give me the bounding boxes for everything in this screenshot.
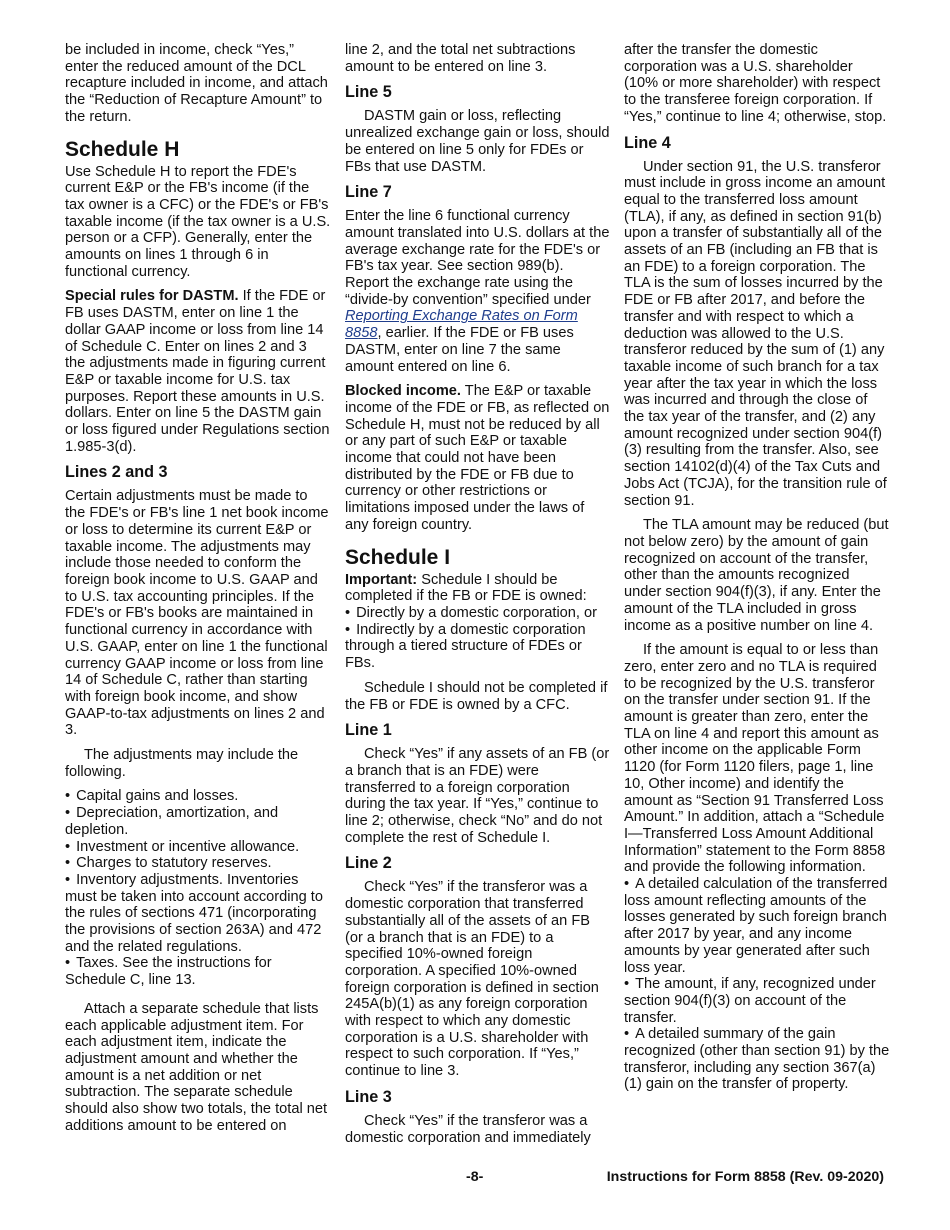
- schedule-i-heading: Schedule I: [345, 545, 451, 569]
- column-1: [65, 42, 331, 1142]
- bullet-icon: •: [345, 604, 351, 621]
- bullet-icon: •: [345, 621, 351, 638]
- schedule-h-paragraph: Use Schedule H to report the FDE's current E&P or the FB's income (if the tax owner is a CFC) or the FDE's or FB's taxable income (if the tax owner is a U.S. person or a CFP). Generally, enter the amounts on lines 1 through 6 in functional currency.: [65, 163, 331, 280]
- list-item: • A detailed calculation of the transferred loss amount reflecting amounts of the losses generated by such foreign branch after 2017 by year, and any income amounts by year generated after such loss year.: [624, 876, 888, 976]
- list-item: • Investment or incentive allowance.: [65, 838, 300, 855]
- line-4-paragraph: Under section 91, the U.S. transferor must include in gross income an amount equal to the transferred loss amount (TLA), if any, as defined in section 91(b) upon a transfer of substantially all of the assets of an FB (including an FB that is an FDE) to a foreign corporation. The TLA is the sum of losses incurred by the FDE or FB after 2017, and before the transfer and with respect to which a deduction was allowed to the U.S. transferor reduced by the sum of (1) any taxable income of such branch for a tax year after the tax year in which the loss was incurred and through the close of the tax year of the transfer, and (2) any amount recognized under section 904(f)(3) resulting from the transfer. Also, see section 14102(d)(4) of the Tax Cuts and Jobs Act (TCJA), for the transition rule of section 91.: [624, 158, 887, 509]
- attach-schedule-paragraph: Attach a separate schedule that lists each applicable adjustment item. For each adjustment item, indicate the adjustment amount and whether the amount is a net addition or net subtraction. The separate schedule should also show two totals, the total net additions amount to be entered on: [65, 1000, 328, 1134]
- lines-2-3-heading: Lines 2 and 3: [65, 463, 168, 482]
- line-7-heading: Line 7: [345, 183, 392, 202]
- adjustments-intro: The adjustments may include the following.: [65, 747, 299, 780]
- bullet-icon: •: [65, 805, 71, 822]
- list-item: • The amount, if any, recognized under section 904(f)(3) on account of the transfer.: [624, 976, 876, 1026]
- page-number: -8-: [466, 1169, 484, 1185]
- ownership-list: [345, 605, 611, 672]
- column-2: [345, 42, 611, 1154]
- blocked-income-label: Blocked income.: [345, 383, 461, 400]
- line-2-heading: Line 2: [345, 854, 392, 873]
- line-3-paragraph: Check “Yes” if the transferor was a domestic corporation and immediately: [345, 1112, 591, 1146]
- dastm-text: If the FDE or FB uses DASTM, enter on line 1 the dollar GAAP income or loss from line 14 of Schedule C. Enter on lines 2 and 3 the adjustments made in figuring current E&P or taxable income for U.S. tax purposes. Report these amounts in U.S. dollars. Enter on line 5 the DASTM gain or loss figured under Regulations section 1.985-3(d).: [65, 288, 330, 455]
- line-2-paragraph: Check “Yes” if the transferor was a domestic corporation that transferred substantially all of the assets of an FB (or a branch that is an FDE) to a specified 10%-owned foreign corporation. A specified 10%-owned foreign corporation is defined in section 245A(b)(1) as any foreign corporation with respect to which any domestic corporation is a U.S. shareholder with respect to such corporation. If “Yes,” continue to line 3.: [345, 879, 599, 1080]
- line-1-heading: Line 1: [345, 721, 392, 740]
- schedule-i-important: Important: Schedule I should be completed if the FB or FDE is owned:: [345, 571, 587, 605]
- important-label: Important:: [345, 571, 418, 588]
- list-item: • Indirectly by a domestic corporation through a tiered structure of FDEs or FBs.: [345, 621, 586, 672]
- tla-info-list: [624, 876, 890, 1093]
- continued-paragraph: line 2, and the total net subtractions amount to be entered on line 3.: [345, 42, 576, 75]
- list-item: • Inventory adjustments. Inventories must be taken into account according to the rules of sections 471 (incorporating the provisions of section 263A) and 472 and the related regulations.: [65, 871, 323, 955]
- dastm-label: Special rules for DASTM.: [65, 288, 239, 305]
- continued-paragraph: after the transfer the domestic corporation was a U.S. shareholder (10% or more shareholder) with respect to the transferee foreign corporation. If “Yes,” continue to line 4; otherwise, stop.: [624, 42, 887, 125]
- bullet-icon: •: [624, 976, 630, 993]
- continued-paragraph: be included in income, check “Yes,” enter the reduced amount of the DCL recapture included in income, and attach the “Reduction of Recapture Amount” to the return.: [65, 42, 328, 125]
- tla-reporting-paragraph: If the amount is equal to or less than zero, enter zero and no TLA is required to be recognized by the U.S. transferor on the transfer under section 91. If the amount is greater than zero, enter the TLA on line 4 and report this amount as other income on the applicable Form 1120 (for Form 1120 filers, page 1, line 10, Other income) and identify the amount as “Section 91 Transferred Loss Amount.” In addition, attach a “Schedule I—Transferred Loss Amount Additional Information” statement to the Form 8858 and provide the following information.: [624, 642, 886, 876]
- line-3-heading: Line 3: [345, 1087, 392, 1106]
- line-4-heading: Line 4: [624, 133, 671, 152]
- list-item: • Capital gains and losses.: [65, 788, 239, 805]
- line-5-heading: Line 5: [345, 83, 392, 102]
- bullet-icon: •: [65, 871, 71, 888]
- list-item: • Charges to statutory reserves.: [65, 855, 272, 872]
- schedule-h-heading: Schedule H: [65, 137, 180, 161]
- bullet-icon: •: [65, 788, 71, 805]
- list-item: • Depreciation, amortization, and depletion.: [65, 805, 279, 838]
- blocked-income-paragraph: Blocked income. The E&P or taxable income of the FDE or FB, as reflected on Schedule H, must not be reduced by all or any part of such E&P or taxable income that could not have been distributed by the FDE or FB due to currency or other restrictions or limitations imposed under the laws of any foreign country.: [345, 383, 610, 533]
- bullet-icon: •: [624, 1026, 630, 1043]
- tla-reduction-paragraph: The TLA amount may be reduced (but not below zero) by the amount of gain recognized on account of the transfer, other than the amounts recognized under section 904(f)(3), if any. Enter the amount of the TLA included in gross income as a positive number on line 4.: [624, 517, 889, 634]
- bullet-icon: •: [65, 955, 71, 972]
- list-item: • A detailed summary of the gain recognized (other than section 91) by the transferor, including any section 367(a)(1) gain on the transfer of property.: [624, 1026, 890, 1093]
- list-item: • Directly by a domestic corporation, or: [345, 604, 597, 621]
- line-7-paragraph: Enter the line 6 functional currency amount translated into U.S. dollars at the average exchange rate for the FDE's or FB's tax year. See section 989(b). Report the exchange rate using the “divide-by convention” specified under Reporting Exchange Rates on Form 8858, earlier. If the FDE or FB uses DASTM, enter on line 7 the same amount entered on line 6.: [345, 208, 610, 375]
- exchange-rates-link[interactable]: Reporting Exchange Rates on Form 8858: [345, 308, 578, 342]
- bullet-icon: •: [65, 855, 71, 872]
- line-5-paragraph: DASTM gain or loss, reflecting unrealized exchange gain or loss, should be entered on line 5 only for FDEs or FBs that use DASTM.: [345, 108, 610, 175]
- column-3: [624, 42, 890, 1101]
- schedule-i-cfc-paragraph: Schedule I should not be completed if the FB or FDE is owned by a CFC.: [345, 679, 608, 713]
- list-item: • Taxes. See the instructions for Schedule C, line 13.: [65, 955, 272, 989]
- lines-2-3-paragraph: Certain adjustments must be made to the FDE's or FB's line 1 net book income or loss to determine its current E&P or taxable income. The adjustments may include those needed to conform the foreign book income to U.S. GAAP and to U.S. tax accounting principles. If the FDE's or FB's books are maintained in functional currency in accordance with U.S. GAAP, enter on line 1 the functional currency GAAP income or loss from line 14 of Schedule C, rather than starting with foreign book income, and show GAAP-to-tax adjustments on lines 2 and 3.: [65, 488, 329, 739]
- line-1-paragraph: Check “Yes” if any assets of an FB (or a branch that is an FDE) were transferred to a foreign corporation during the tax year. If “Yes,” continue to line 2; otherwise, check “No” and do not complete the rest of Schedule I.: [345, 746, 610, 846]
- bullet-icon: •: [65, 838, 71, 855]
- form-reference: Instructions for Form 8858 (Rev. 09-2020): [606, 1169, 884, 1185]
- dastm-paragraph: [65, 288, 331, 455]
- bullet-icon: •: [624, 876, 630, 893]
- adjustments-list: [65, 788, 331, 988]
